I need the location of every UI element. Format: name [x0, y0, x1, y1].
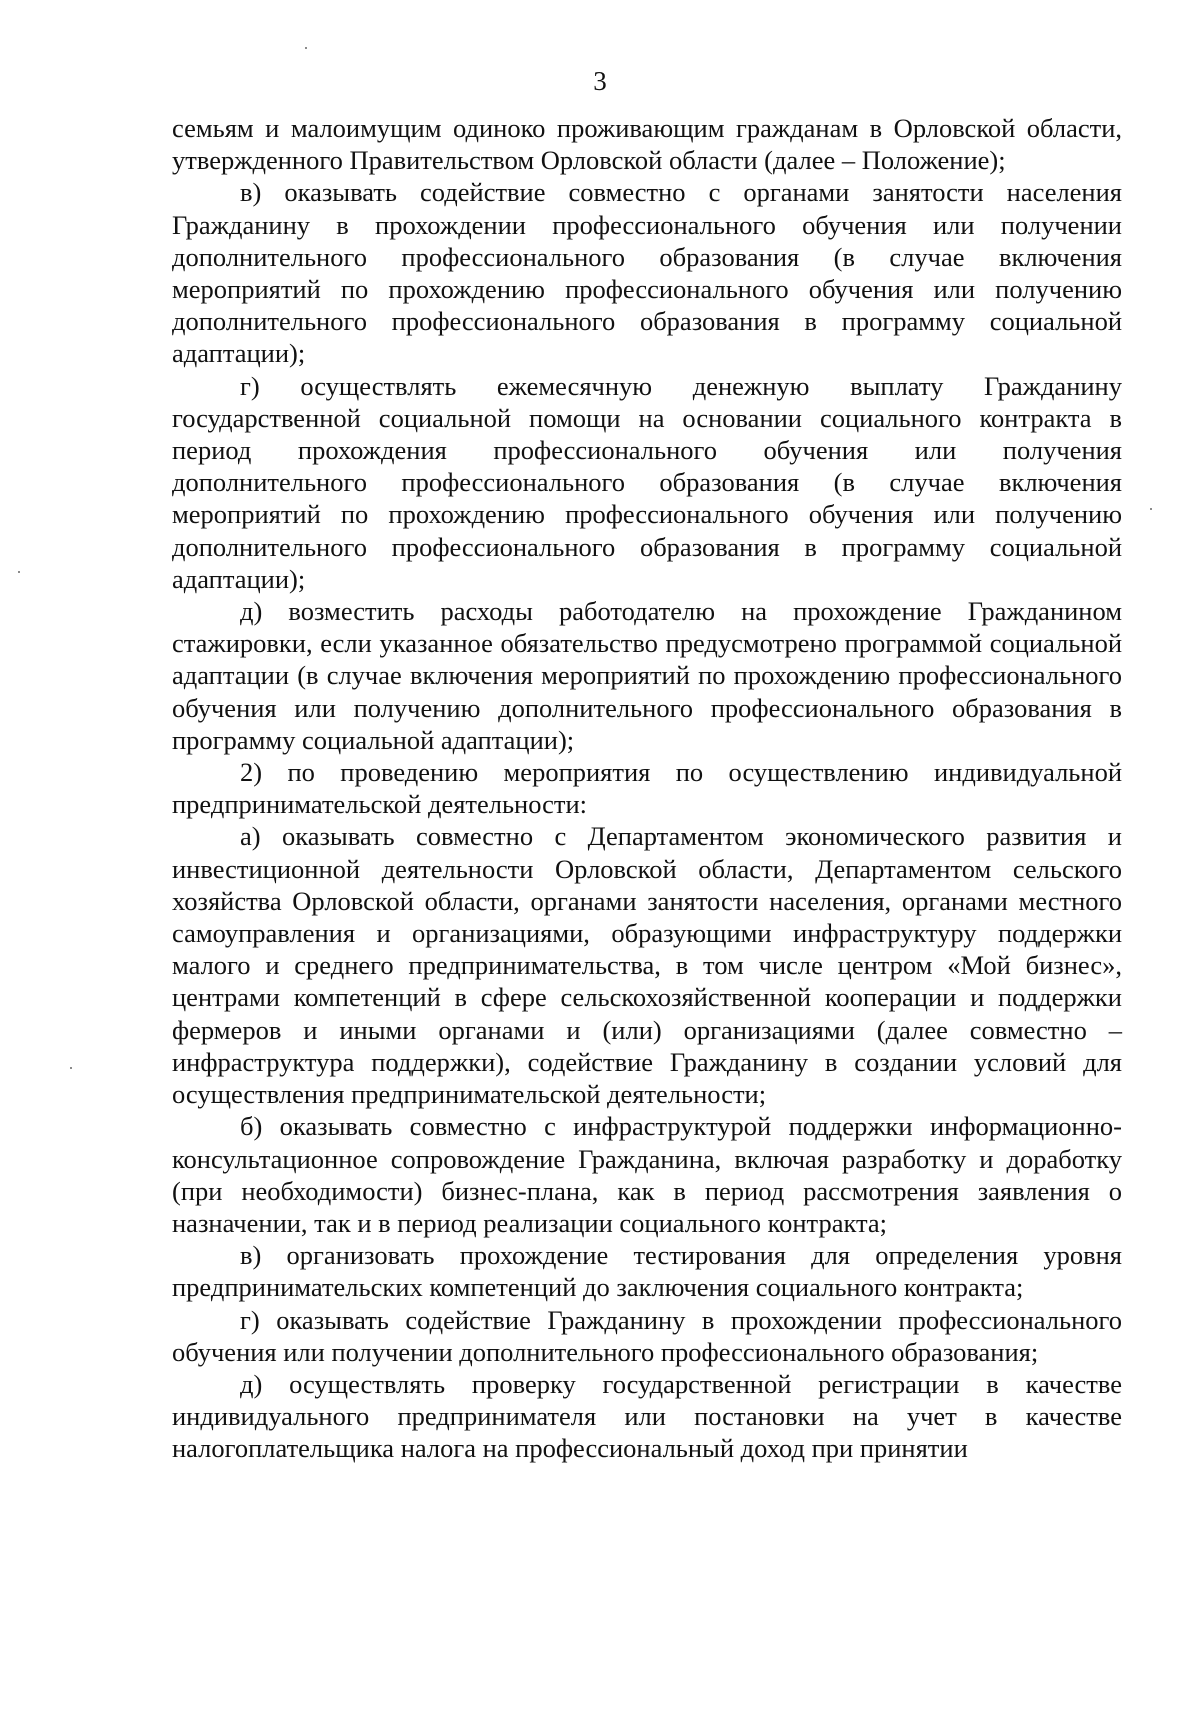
scan-speck — [70, 1067, 72, 1069]
paragraph-g-monthly-payment: г) осуществлять ежемесячную денежную выплату Гражданину государственной социальной помощи на основании социального контракта в период прохождения профессионального обучения или получения дополнительного профессионального образования (в случае включения мероприятий по прохождению профессионального обучения или получению дополнительного профессионального образования в программу социальной адаптации); — [172, 370, 1122, 594]
page-number: 3 — [593, 66, 607, 96]
paragraph-g-education-assistance: г) оказывать содействие Гражданину в прохождении профессионального обучения или получении дополнительного профессионального образования; — [172, 1304, 1122, 1367]
document-body — [172, 112, 1122, 1465]
paragraph-v-training-assistance: в) оказывать содействие совместно с органами занятости населения Гражданину в прохождении профессионального обучения или получении дополнительного профессионального образования (в случае включения мероприятий по прохождению профессионального обучения или получению дополнительного профессионального образования в программу социальной адаптации); — [172, 177, 1122, 369]
scan-speck — [18, 571, 20, 573]
paragraph-d-employer-reimbursement: д) возместить расходы работодателю на прохождение Гражданином стажировки, если указанное обязательство предусмотрено программой социальной адаптации (в случае включения мероприятий по прохождению профессионального обучения или получению дополнительного профессионального образования в программу социальной адаптации); — [172, 596, 1122, 755]
paragraph-v-competency-testing: в) организовать прохождение тестирования для определения уровня предпринимательских компетенций до заключения социального контракта; — [172, 1240, 1122, 1303]
paragraph-b-consulting-support: б) оказывать совместно с инфраструктурой поддержки информационно-консультационное сопровождение Гражданина, включая разработку и доработку (при необходимости) бизнес-плана, как в период рассмотрения заявления о назначении, так и в период реализации социального контракта; — [172, 1111, 1122, 1238]
paragraph-2-entrepreneurship: 2) по проведению мероприятия по осуществлению индивидуальной предпринимательской деятельности: — [172, 757, 1122, 820]
paragraph-continuation: семьям и малоимущим одиноко проживающим гражданам в Орловской области, утвержденного Правительством Орловской области (далее – Положение); — [172, 113, 1122, 176]
paragraph-d-registration-check: д) осуществлять проверку государственной регистрации в качестве индивидуального предпринимателя или постановки на учет в качестве налогоплательщика налога на профессиональный доход при принятии — [172, 1368, 1122, 1464]
scan-speck — [1150, 508, 1152, 510]
paragraph-a-support-infrastructure: а) оказывать совместно с Департаментом экономического развития и инвестиционной деятельности Орловской области, Департаментом сельского хозяйства Орловской области, органами занятости населения, органами местного самоуправления и организациями, образующими инфраструктуру поддержки малого и среднего предпринимательства, в том числе центром «Мой бизнес», центрами компетенций в сфере сельскохозяйственной кооперации и поддержки фермеров и иными органами и (или) организациями (далее совместно – инфраструктура поддержки), содействие Гражданину в создании условий для осуществления предпринимательской деятельности; — [172, 821, 1122, 1110]
scan-speck — [305, 47, 307, 49]
